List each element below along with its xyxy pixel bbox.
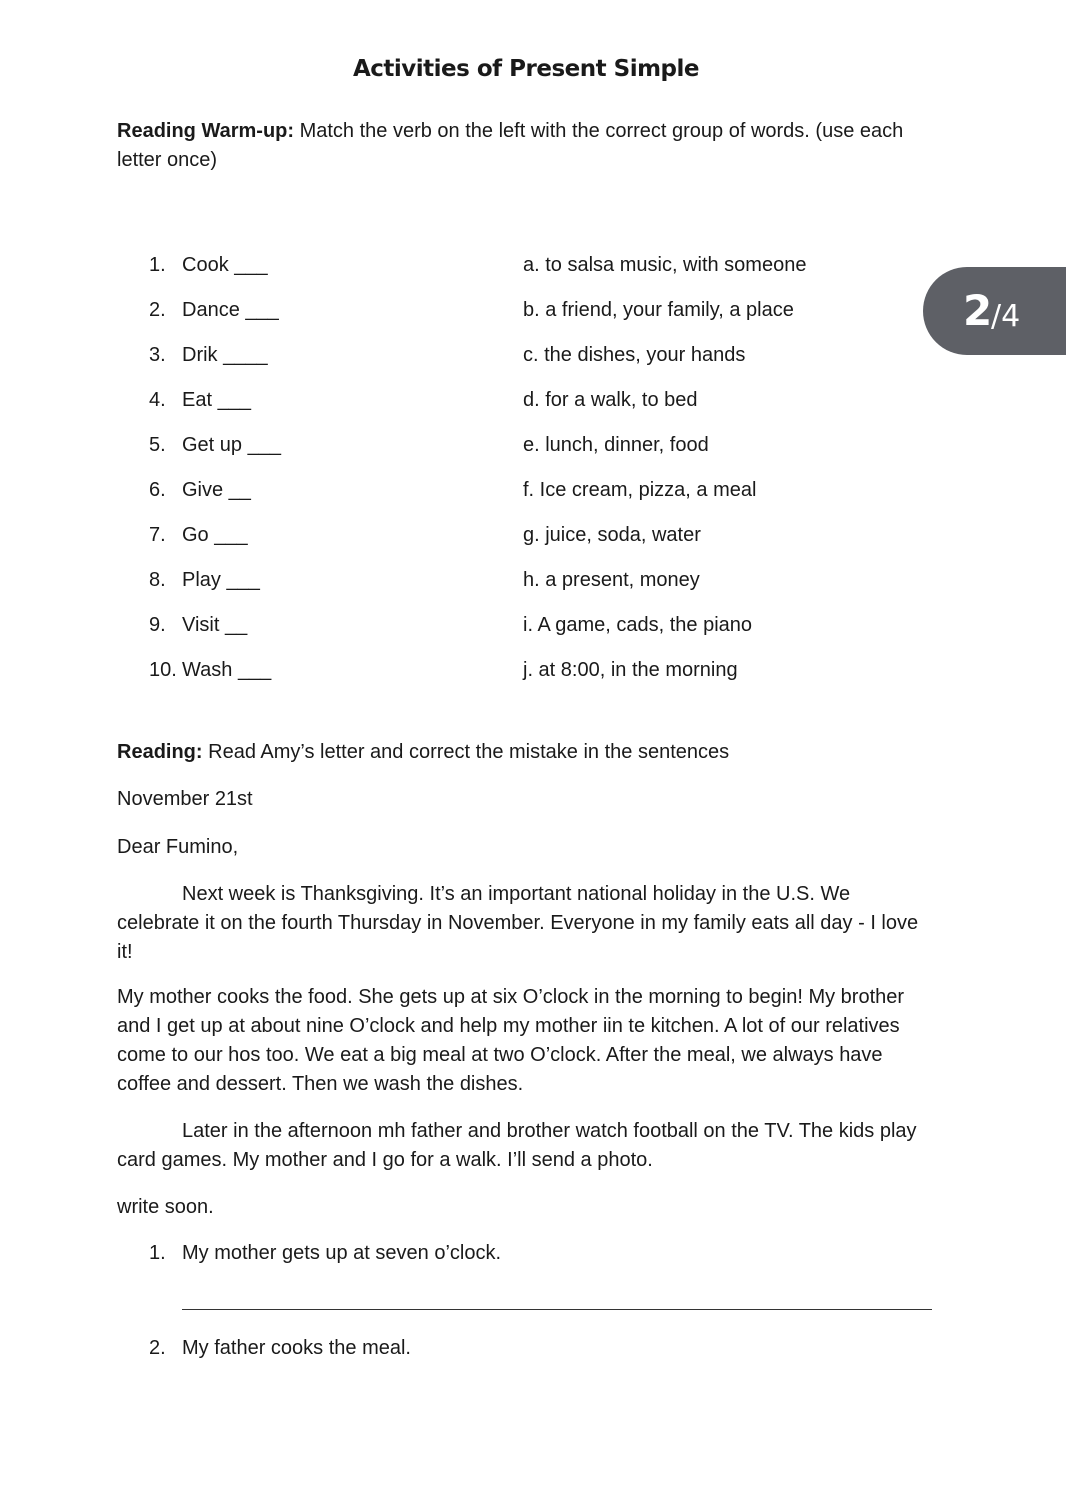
verb-blank[interactable]: Go ___ [182,524,248,546]
question-item [0,1239,1066,1267]
item-number: 7. [149,524,166,546]
reading-instructions [117,738,937,767]
question-text: My mother gets up at seven o’clock. [182,1242,502,1264]
verb-blank[interactable]: Dance ___ [182,299,279,321]
matching-row [0,521,1066,549]
item-number: 9. [149,614,166,636]
letter-greeting: Dear Fumino, [117,836,239,858]
matching-row [0,656,1066,684]
match-option: e. lunch, dinner, food [523,434,709,456]
matching-row [0,611,1066,639]
matching-row [0,251,1066,279]
item-number: 5. [149,434,166,456]
matching-row [0,341,1066,369]
match-option: f. Ice cream, pizza, a meal [523,479,757,501]
page-total: /4 [991,299,1021,334]
answer-line[interactable] [182,1309,932,1310]
question-number: 1. [149,1242,166,1264]
question-number: 2. [149,1337,166,1359]
match-option: b. a friend, your family, a place [523,299,794,321]
reading-text: Read Amy’s letter and correct the mistake in the sentences [208,741,730,763]
warmup-text: Match the verb on the left with the correct group of words. (use each letter once) [117,120,904,171]
verb-blank[interactable]: Play ___ [182,569,260,591]
verb-blank[interactable]: Visit __ [182,614,248,636]
item-number: 3. [149,344,166,366]
match-option: i. A game, cads, the piano [523,614,753,636]
match-option: j. at 8:00, in the morning [523,659,738,681]
verb-blank[interactable]: Drik ____ [182,344,268,366]
matching-row [0,296,1066,324]
match-option: g. juice, soda, water [523,524,701,546]
matching-row [0,386,1066,414]
letter-closing: write soon. [117,1196,214,1218]
warmup-label: Reading Warm-up: [117,120,295,142]
letter-paragraph-1: Next week is Thanksgiving. It’s an important national holiday in the U.S. We celebrate it on the fourth Thursday in November. Everyone in my family eats all day - I love it! [117,883,919,963]
match-option: h. a present, money [523,569,700,591]
item-number: 8. [149,569,166,591]
match-option: c. the dishes, your hands [523,344,746,366]
question-text: My father cooks the meal. [182,1337,411,1359]
verb-blank[interactable]: Get up ___ [182,434,281,456]
item-number: 4. [149,389,166,411]
page-title: Activities of Present Simple [352,56,699,82]
matching-row [0,476,1066,504]
match-option: d. for a walk, to bed [523,389,698,411]
verb-blank[interactable]: Cook ___ [182,254,268,276]
page-current: 2 [963,286,993,335]
item-number: 6. [149,479,166,501]
question-item [0,1334,1066,1362]
verb-blank[interactable]: Eat ___ [182,389,251,411]
verb-blank[interactable]: Wash ___ [182,659,272,681]
matching-row [0,431,1066,459]
verb-blank[interactable]: Give __ [182,479,251,501]
letter-date: November 21st [117,788,253,810]
item-number: 1. [149,254,166,276]
matching-row [0,566,1066,594]
item-number: 2. [149,299,166,321]
reading-label: Reading: [117,741,203,763]
letter-paragraph-2: My mother cooks the food. She gets up at six O’clock in the morning to begin! My brother and I get up at about nine O’clock and help my mother iin te kitchen. A lot of our relatives come to our hos too. We eat a big meal at two O’clock. After the meal, we always have coffee and dessert. Then we wash the dishes. [117,986,905,1095]
letter-paragraph-3: Later in the afternoon mh father and brother watch football on the TV. The kids play card games. My mother and I go for a walk. I’ll send a photo. [117,1120,917,1171]
item-number: 10. [149,659,177,681]
warmup-instructions [117,117,937,175]
match-option: a. to salsa music, with someone [523,254,807,276]
